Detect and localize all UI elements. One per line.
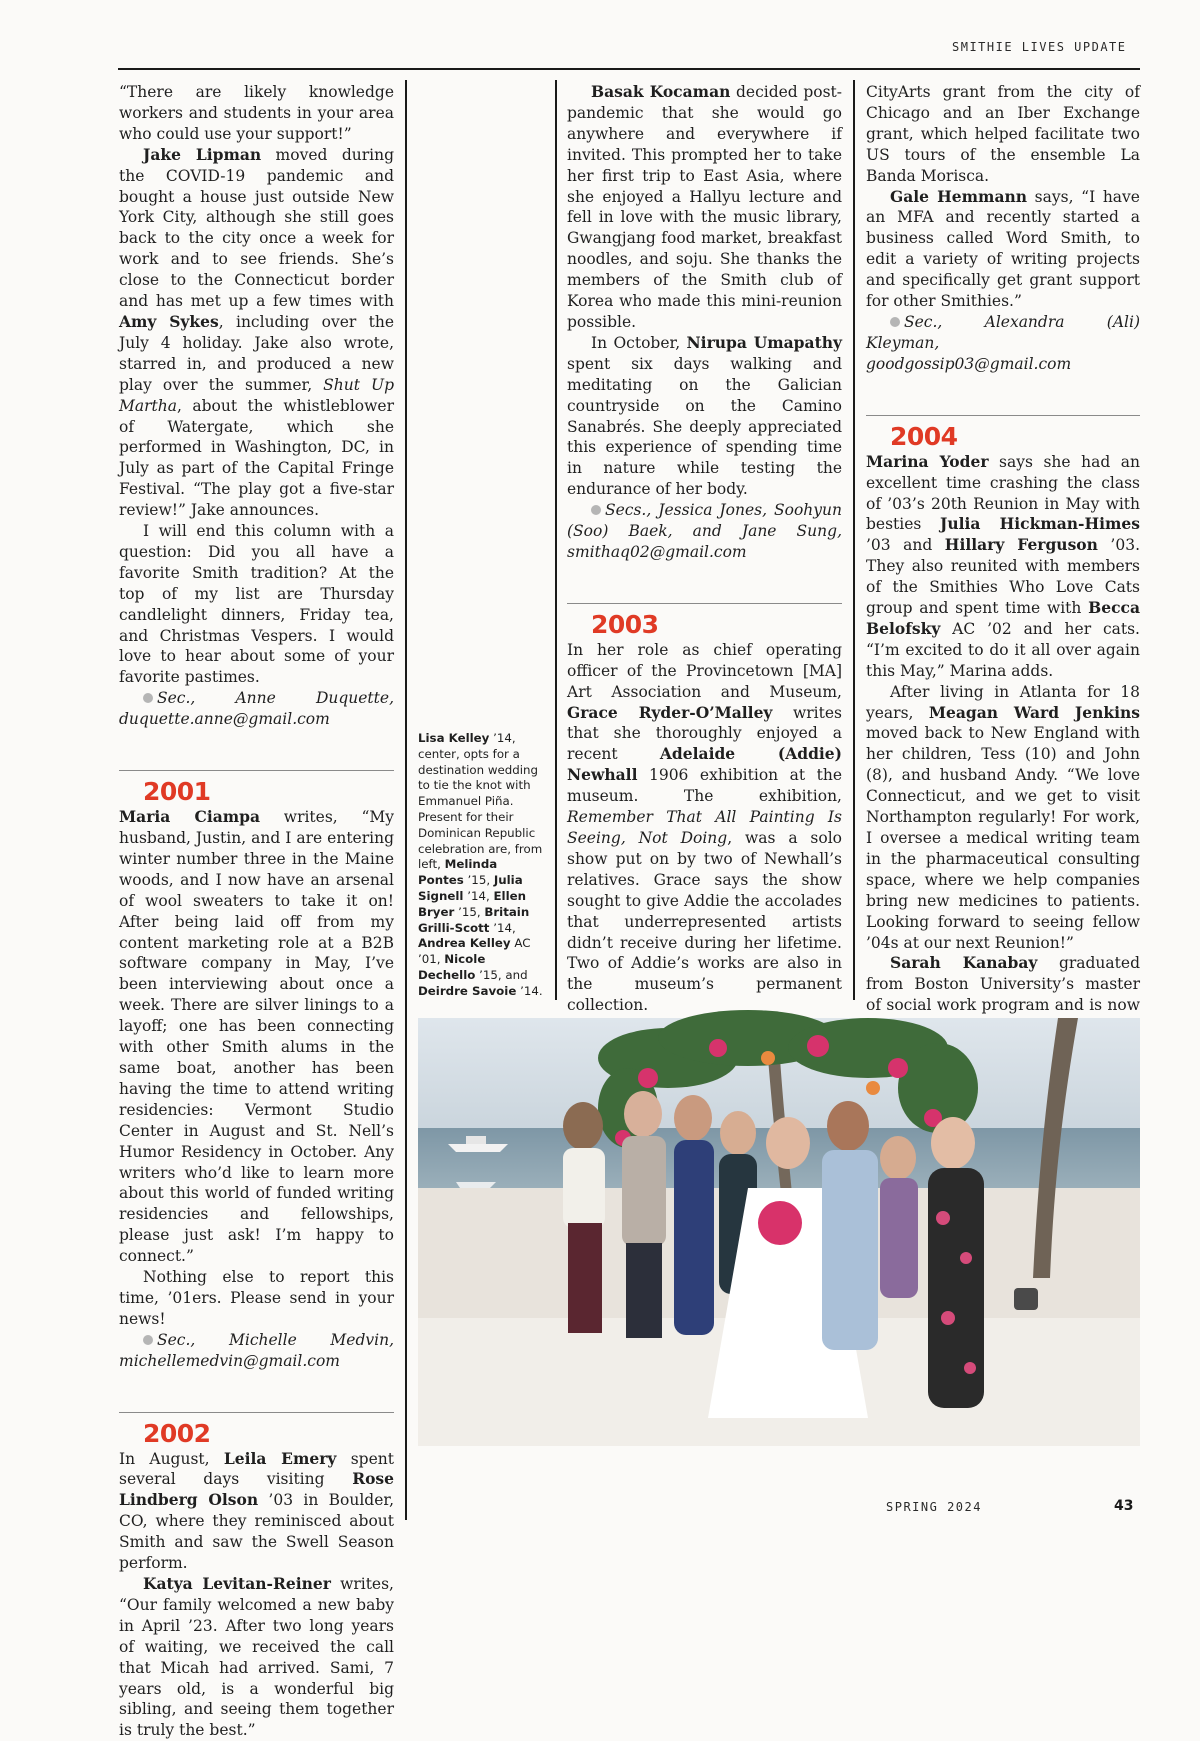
secretary-credit: Sec., Anne Duquette, duquette.anne@gmail.com bbox=[119, 689, 394, 729]
bullet-dot-icon bbox=[143, 693, 153, 703]
section-divider bbox=[119, 770, 394, 771]
bullet-dot-icon bbox=[591, 505, 601, 515]
column-1 bbox=[119, 82, 395, 1740]
paragraph: Marina Yoder says she had an excellent time crashing the class of ’03’s 20th Reunion in May with besties Julia Hickman-Himes ’03 and Hillary Ferguson ’03. They also reunited with members of the Smithies Who Love Cats group and spent time with Becca Belofsky AC ’02 and her cats. “I’m excited to do it all over again this May,” Marina adds. bbox=[866, 451, 1141, 680]
paragraph: Jake Lipman moved during the COVID-19 pandemic and bought a house just outside New York City, although she still goes back to the city once a week for work and to see friends. She’s close to the Connecticut border and has met up a few times with Amy Sykes, including over the July 4 holiday. Jake also wrote, starred in, and produced a new play over the summer, Shut Up Martha, about the whistleblower of Watergate, which she performed in Washington, DC, in July as part of the Capital Fringe Festival. “The play got a five-star review!” Jake announces. bbox=[119, 144, 395, 520]
wedding-photo bbox=[418, 1018, 1140, 1446]
paragraph: Maria Ciampa writes, “My husband, Justin, and I are entering winter number three in the Maine woods, and I now have an arsenal of wool sweaters to take it on! After being laid off from my content marketing role at a B2B software company in May, I’ve been interviewing about once a week. There are silver linings to a layoff; one has been connecting with other Smith alums in the same boat, another has been having the time to attend writing residencies: Vermont Studio Center in August and St. Nell’s Humor Residency in October. Any writers who’d like to learn more about this world of funded writing residencies and fellowships, please just ask! I’m happy to connect.” bbox=[119, 807, 394, 1266]
paragraph: I will end this column with a question: Did you all have a favorite Smith tradition? At the top of my list are Thursday candlelight dinners, Friday tea, and Christmas Vespers. I would love to hear about some of your favorite pastimes. bbox=[119, 522, 394, 687]
class-year-heading: 2001 bbox=[143, 777, 211, 807]
header-rule bbox=[118, 68, 1140, 70]
paragraph: In October, Nirupa Umapathy spent six days walking and meditating on the Galician countryside on the Camino Sanabrés. She deeply appreciated this experience of spending time in nature while testing the endurance of her body. bbox=[567, 332, 842, 499]
paragraph: In August, Leila Emery spent several days visiting Rose Lindberg Olson ’03 in Boulder, CO, where they reminisced about Smith and saw the Swell Season perform. bbox=[119, 1448, 395, 1573]
paragraph: After living in Atlanta for 18 years, Meagan Ward Jenkins moved back to New England with her children, Tess (10) and John (8), and husband Andy. “We love Connecticut, and we get to visit Northampton regularly! For work, I oversee a medical writing team in the pharmaceutical consulting space, where we help companies bring new medicines to patients. Looking forward to seeing fellow ’04s at our next Reunion!” bbox=[866, 682, 1140, 952]
paragraph: “There are likely knowledge workers and students in your area who could use your support!” bbox=[119, 83, 394, 143]
footer-season: SPRING 2024 bbox=[886, 1500, 982, 1514]
column-3 bbox=[567, 82, 843, 1015]
section-divider bbox=[567, 603, 842, 604]
section-divider bbox=[866, 415, 1140, 416]
bullet-dot-icon bbox=[143, 1335, 153, 1345]
column-divider-right bbox=[853, 80, 855, 1000]
photo-caption: Lisa Kelley ’14, center, opts for a destination wedding to tie the knot with Emmanuel Piña. Present for their Dominican Republic celebration are, from left, Melinda Pontes ’15, Julia Signell ’14, Ellen Bryer ’15, Britain Grilli-Scott ’14, Andrea Kelley AC ’01, Nicole Dechello ’15, and Deirdre Savoie ’14. bbox=[418, 731, 543, 998]
column-divider-middle bbox=[555, 80, 557, 1000]
paragraph: CityArts grant from the city of Chicago and an Iber Exchange grant, which helped facilitate two US tours of the ensemble La Banda Morisca. bbox=[866, 83, 1140, 185]
class-year-heading: 2004 bbox=[890, 421, 958, 451]
class-year-heading: 2002 bbox=[143, 1418, 211, 1448]
paragraph: Katya Levitan-Reiner writes, “Our family welcomed a new baby in April ’23. After two long years of waiting, we received the call that Micah had arrived. Sami, 7 years old, is a wonderful big sibling, and seeing them together is truly the best.” bbox=[119, 1574, 394, 1740]
section-divider bbox=[119, 1412, 394, 1413]
section-header: SMITHIE LIVES UPDATE bbox=[952, 40, 1127, 54]
paragraph: Sarah Kanabay graduated from Boston University’s master of social work program and is now bbox=[866, 953, 1140, 1015]
page-number: 43 bbox=[1114, 1498, 1134, 1514]
class-year-heading: 2003 bbox=[591, 609, 659, 639]
secretary-credit: Secs., Jessica Jones, Soohyun (Soo) Baek, and Jane Sung, smithaq02@gmail.com bbox=[567, 501, 842, 561]
paragraph: Basak Kocaman decided post-pandemic that she would go anywhere and everywhere if invited. This prompted her to take her first trip to East Asia, where she enjoyed a Hallyu lecture and fell in love with the music library, Gwangjang food market, breakfast noodles, and soju. She thanks the members of the Smith club of Korea who made this mini-reunion possible. bbox=[567, 82, 843, 331]
paragraph: In her role as chief operating officer of the Provincetown [MA] Art Association and Museum, Grace Ryder-O’Malley writes that she thoroughly enjoyed a recent Adelaide (Addie) Newhall 1906 exhibition at the museum. The exhibition, Remember That All Painting Is Seeing, Not Doing, was a solo show put on by two of Newhall’s relatives. Grace says the show sought to give Addie the accolades that underrepresented artists didn’t receive during her lifetime. Two of Addie’s works are also in the museum’s permanent collection. bbox=[567, 640, 842, 1015]
column-4 bbox=[866, 82, 1141, 1015]
secretary-credit: Sec., Alexandra (Ali) Kleyman, goodgossip03@gmail.com bbox=[866, 312, 1140, 373]
paragraph: Nothing else to report this time, ’01ers. Please send in your news! bbox=[119, 1268, 394, 1328]
column-divider-left bbox=[405, 80, 407, 1520]
bullet-dot-icon bbox=[890, 317, 900, 327]
secretary-credit: Sec., Michelle Medvin, michellemedvin@gmail.com bbox=[119, 1330, 394, 1370]
paragraph: Gale Hemmann says, “I have an MFA and recently started a business called Word Smith, to edit a variety of writing projects and specifically get grant support for other Smithies.” bbox=[866, 186, 1140, 311]
